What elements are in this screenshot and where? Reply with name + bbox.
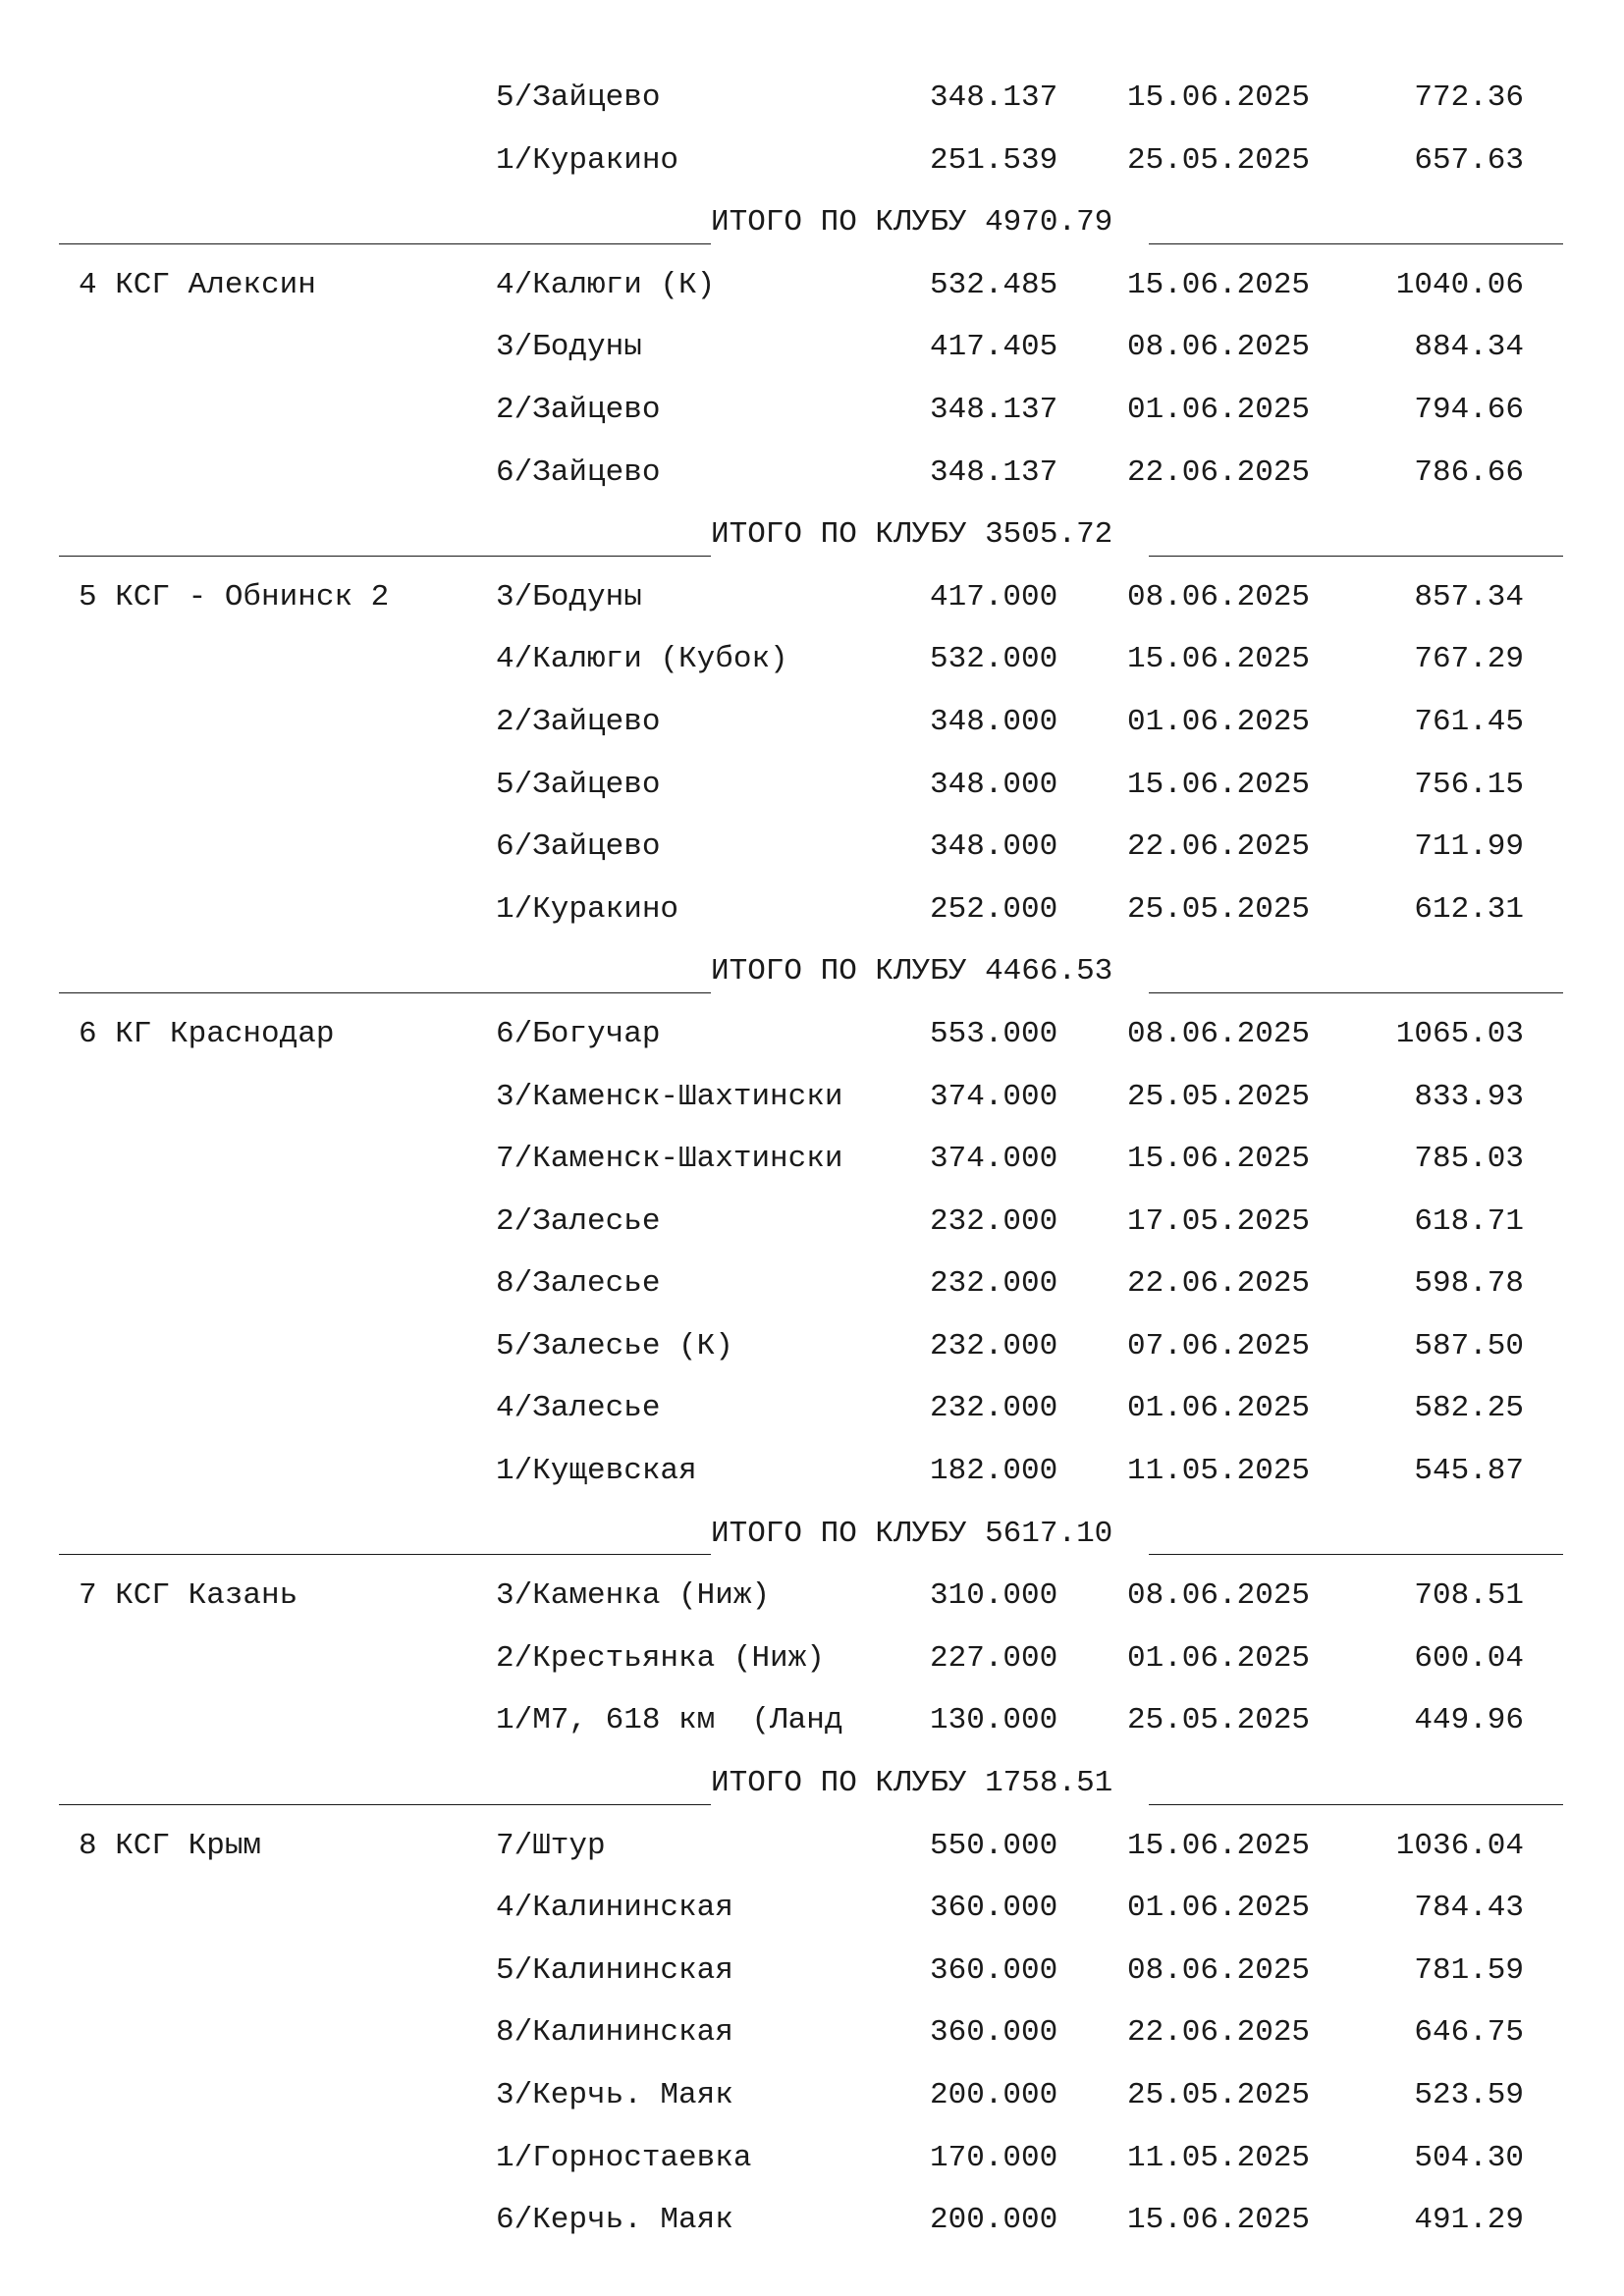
result-row [0, 2002, 1624, 2064]
result-row [0, 254, 1624, 317]
results-document [0, 67, 1624, 2252]
race-score: 587.50 [1414, 1328, 1524, 1363]
result-row [0, 1066, 1624, 1129]
race-place: 6/Керчь. Маяк [496, 2203, 733, 2238]
race-score: 582.25 [1414, 1391, 1524, 1426]
divider-line [59, 1804, 711, 1805]
divider-line [1149, 556, 1563, 557]
result-row [0, 816, 1624, 879]
race-place: 3/Каменск-Шахтински [496, 1079, 843, 1114]
race-score: 618.71 [1414, 1203, 1524, 1239]
race-score: 504.30 [1414, 2140, 1524, 2175]
result-row [0, 1565, 1624, 1628]
race-distance: 170.000 [930, 2140, 1058, 2175]
race-date: 15.06.2025 [1127, 642, 1311, 677]
race-score: 884.34 [1414, 330, 1524, 365]
race-date: 25.05.2025 [1127, 1079, 1311, 1114]
total-label: ИТОГО ПО КЛУБУ [711, 1516, 967, 1551]
race-distance: 130.000 [930, 1703, 1058, 1738]
club-total-row [0, 1752, 1624, 1815]
club-section [0, 1815, 1624, 2252]
result-row [0, 442, 1624, 505]
race-date: 01.06.2025 [1127, 1891, 1311, 1926]
race-place: 5/Зайцево [496, 80, 661, 115]
race-score: 772.36 [1414, 80, 1524, 115]
race-score: 711.99 [1414, 829, 1524, 865]
race-distance: 550.000 [930, 1828, 1058, 1863]
race-place: 1/Горностаевка [496, 2140, 752, 2175]
result-row [0, 879, 1624, 941]
race-distance: 232.000 [930, 1203, 1058, 1239]
race-date: 01.06.2025 [1127, 1391, 1311, 1426]
race-place: 8/Залесье [496, 1266, 661, 1302]
race-score: 794.66 [1414, 392, 1524, 427]
race-distance: 360.000 [930, 2015, 1058, 2051]
race-place: 4/Калюги (Кубок) [496, 642, 788, 677]
race-score: 767.29 [1414, 642, 1524, 677]
result-row [0, 379, 1624, 442]
race-date: 08.06.2025 [1127, 330, 1311, 365]
race-score: 1040.06 [1395, 267, 1524, 302]
divider-line [1149, 992, 1563, 993]
club-total-row [0, 1503, 1624, 1566]
club-name: 7 КСГ Казань [79, 1578, 298, 1614]
race-place: 6/Зайцево [496, 454, 661, 490]
race-place: 3/Керчь. Маяк [496, 2078, 733, 2112]
result-row [0, 1253, 1624, 1315]
race-place: 1/Кущевская [496, 1454, 697, 1489]
race-distance: 200.000 [930, 2078, 1058, 2112]
race-distance: 532.000 [930, 642, 1058, 677]
club-total-row [0, 191, 1624, 254]
race-score: 657.63 [1414, 142, 1524, 178]
result-row [0, 1940, 1624, 2002]
race-distance: 374.000 [930, 1142, 1058, 1177]
club-section [0, 1565, 1624, 1814]
total-label: ИТОГО ПО КЛУБУ [711, 205, 967, 240]
race-date: 15.06.2025 [1127, 80, 1311, 115]
race-distance: 227.000 [930, 1640, 1058, 1676]
race-place: 4/Залесье [496, 1391, 661, 1426]
race-distance: 348.137 [930, 454, 1058, 490]
result-row [0, 2064, 1624, 2127]
club-total-row [0, 940, 1624, 1003]
race-date: 07.06.2025 [1127, 1328, 1311, 1363]
result-row [0, 691, 1624, 754]
race-date: 01.06.2025 [1127, 392, 1311, 427]
race-score: 600.04 [1414, 1640, 1524, 1676]
divider-line [59, 243, 711, 244]
race-score: 785.03 [1414, 1142, 1524, 1177]
race-distance: 251.539 [930, 142, 1058, 178]
divider-line [1149, 1554, 1563, 1555]
race-score: 786.66 [1414, 454, 1524, 490]
result-row [0, 1815, 1624, 1878]
race-distance: 348.000 [930, 767, 1058, 802]
total-label: ИТОГО ПО КЛУБУ [711, 517, 967, 553]
race-score: 833.93 [1414, 1079, 1524, 1114]
result-row [0, 1191, 1624, 1254]
result-row [0, 2127, 1624, 2190]
race-distance: 348.000 [930, 829, 1058, 865]
race-distance: 310.000 [930, 1578, 1058, 1614]
race-place: 7/Каменск-Шахтински [496, 1142, 843, 1177]
race-date: 01.06.2025 [1127, 1640, 1311, 1676]
race-place: 3/Бодуны [496, 579, 642, 614]
race-place: 4/Калининская [496, 1891, 733, 1926]
club-total [711, 1503, 1112, 1566]
club-section [0, 1003, 1624, 1565]
result-row [0, 1689, 1624, 1752]
race-score: 545.87 [1414, 1454, 1524, 1489]
race-date: 25.05.2025 [1127, 891, 1311, 927]
race-date: 22.06.2025 [1127, 2015, 1311, 2051]
total-value: 1758.51 [985, 1766, 1113, 1801]
result-row [0, 1628, 1624, 1690]
club-section [0, 67, 1624, 254]
race-place: 2/Крестьянка (Ниж) [496, 1640, 825, 1676]
club-name: 4 КСГ Алексин [79, 267, 316, 302]
result-row [0, 1128, 1624, 1191]
race-date: 15.06.2025 [1127, 267, 1311, 302]
race-date: 08.06.2025 [1127, 579, 1311, 614]
total-label: ИТОГО ПО КЛУБУ [711, 1766, 967, 1801]
race-place: 5/Залесье (К) [496, 1328, 733, 1363]
result-row [0, 1377, 1624, 1440]
race-place: 5/Калининская [496, 1952, 733, 1988]
club-total [711, 191, 1112, 254]
club-name: 8 КСГ Крым [79, 1828, 262, 1863]
race-date: 22.06.2025 [1127, 454, 1311, 490]
race-date: 25.05.2025 [1127, 1703, 1311, 1738]
race-place: 6/Богучар [496, 1016, 661, 1051]
race-score: 857.34 [1414, 579, 1524, 614]
race-score: 598.78 [1414, 1266, 1524, 1302]
race-distance: 360.000 [930, 1891, 1058, 1926]
race-date: 15.06.2025 [1127, 1142, 1311, 1177]
race-date: 08.06.2025 [1127, 1578, 1311, 1614]
race-date: 11.05.2025 [1127, 2140, 1311, 2175]
race-score: 784.43 [1414, 1891, 1524, 1926]
club-total-row [0, 504, 1624, 566]
race-distance: 232.000 [930, 1328, 1058, 1363]
race-place: 5/Зайцево [496, 767, 661, 802]
result-row [0, 1315, 1624, 1378]
race-place: 2/Зайцево [496, 704, 661, 739]
race-date: 22.06.2025 [1127, 829, 1311, 865]
race-distance: 417.000 [930, 579, 1058, 614]
race-score: 761.45 [1414, 704, 1524, 739]
race-score: 708.51 [1414, 1578, 1524, 1614]
race-date: 01.06.2025 [1127, 704, 1311, 739]
race-date: 08.06.2025 [1127, 1952, 1311, 1988]
race-distance: 200.000 [930, 2203, 1058, 2238]
race-date: 15.06.2025 [1127, 2203, 1311, 2238]
race-distance: 348.000 [930, 704, 1058, 739]
race-distance: 232.000 [930, 1391, 1058, 1426]
race-date: 17.05.2025 [1127, 1203, 1311, 1239]
divider-line [59, 992, 711, 993]
total-value: 5617.10 [985, 1516, 1113, 1551]
race-score: 491.29 [1414, 2203, 1524, 2238]
divider-line [59, 1554, 711, 1555]
club-total [711, 1752, 1112, 1815]
race-date: 11.05.2025 [1127, 1454, 1311, 1489]
race-distance: 374.000 [930, 1079, 1058, 1114]
race-distance: 348.137 [930, 80, 1058, 115]
total-value: 4466.53 [985, 954, 1113, 989]
result-row [0, 67, 1624, 130]
race-place: 3/Бодуны [496, 330, 642, 365]
race-place: 7/Штур [496, 1828, 606, 1863]
race-distance: 182.000 [930, 1454, 1058, 1489]
race-score: 1065.03 [1395, 1016, 1524, 1051]
club-section [0, 254, 1624, 566]
club-total [711, 504, 1112, 566]
race-place: 6/Зайцево [496, 829, 661, 865]
race-distance: 232.000 [930, 1266, 1058, 1302]
club-name: 5 КСГ - Обнинск 2 [79, 579, 390, 614]
result-row [0, 566, 1624, 629]
result-row [0, 130, 1624, 192]
race-place: 3/Каменка (Ниж) [496, 1578, 771, 1614]
race-score: 612.31 [1414, 891, 1524, 927]
total-value: 3505.72 [985, 517, 1113, 553]
club-total [711, 940, 1112, 1003]
race-place: 2/Зайцево [496, 392, 661, 427]
race-score: 449.96 [1414, 1703, 1524, 1738]
race-score: 646.75 [1414, 2015, 1524, 2051]
race-distance: 348.137 [930, 392, 1058, 427]
divider-line [1149, 243, 1563, 244]
race-date: 25.05.2025 [1127, 142, 1311, 178]
race-distance: 360.000 [930, 1952, 1058, 1988]
race-place: 1/Куракино [496, 891, 679, 927]
race-date: 25.05.2025 [1127, 2078, 1311, 2112]
race-score: 756.15 [1414, 767, 1524, 802]
result-row [0, 316, 1624, 379]
total-label: ИТОГО ПО КЛУБУ [711, 954, 967, 989]
total-value: 4970.79 [985, 205, 1113, 240]
divider-line [59, 556, 711, 557]
race-date: 15.06.2025 [1127, 1828, 1311, 1863]
divider-line [1149, 1804, 1563, 1805]
result-row [0, 1440, 1624, 1503]
race-score: 781.59 [1414, 1952, 1524, 1988]
result-row [0, 754, 1624, 817]
result-row [0, 2189, 1624, 2252]
race-distance: 553.000 [930, 1016, 1058, 1051]
race-place: 8/Калининская [496, 2015, 733, 2051]
race-place: 1/М7, 618 км (Ланд [496, 1703, 843, 1738]
race-place: 1/Куракино [496, 142, 679, 178]
race-distance: 417.405 [930, 330, 1058, 365]
club-section [0, 566, 1624, 1003]
race-score: 1036.04 [1395, 1828, 1524, 1863]
result-row [0, 1877, 1624, 1940]
club-name: 6 КГ Краснодар [79, 1016, 335, 1051]
race-place: 4/Калюги (К) [496, 267, 716, 302]
race-distance: 252.000 [930, 891, 1058, 927]
race-date: 15.06.2025 [1127, 767, 1311, 802]
race-distance: 532.485 [930, 267, 1058, 302]
race-score: 523.59 [1414, 2078, 1524, 2112]
race-place: 2/Залесье [496, 1203, 661, 1239]
result-row [0, 628, 1624, 691]
result-row [0, 1003, 1624, 1066]
race-date: 08.06.2025 [1127, 1016, 1311, 1051]
race-date: 22.06.2025 [1127, 1266, 1311, 1302]
